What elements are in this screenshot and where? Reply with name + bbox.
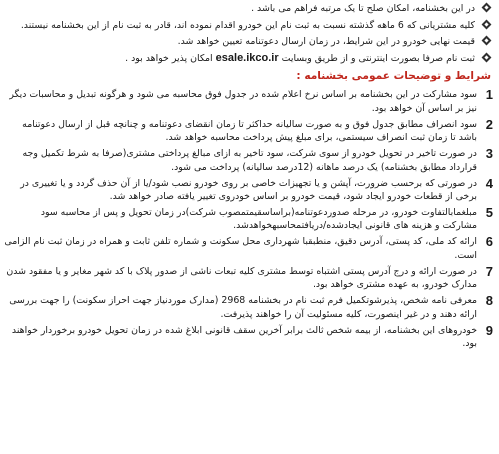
bullet-item: [4, 2, 493, 16]
term-number: 4: [485, 175, 493, 191]
website-link[interactable]: esale.ikco.ir: [215, 51, 279, 64]
term-number: 5: [485, 205, 493, 220]
term-item: [4, 265, 493, 292]
term-text: مبلغمابالتفاوت خودرو، در مرحله صدوردعوتنامه(براساسقیمتمصوب شرکت)در زمان تحویل و پس از محاسبه سود مشارکت و هزینه های قانونی ایجادشده/دریافتمحاسبهخواهدشد.: [40, 207, 477, 232]
term-text: ارائه کد ملی، کد پستی، آدرس دقیق، منطبقبا شهرداری محل سکونت و شماره تلفن ثابت و همراه در زمان ثبت نام الزامی است.: [4, 236, 477, 261]
term-number: 6: [485, 234, 493, 250]
term-item: [4, 147, 493, 174]
term-text: در صورت تاخیر در تحویل خودرو از سوی شرکت، سود تاخیر به ازای مبالغ پرداختی مشتری(صرفا به شرط تکمیل وجه قرارداد مطابق بخشنامه) یک درصد ماهانه (12درصد سالیانه) پرداخت می شود.: [22, 148, 477, 173]
bullet-text: کلیه مشتریانی که 6 ماهه گذشته نسبت به ثبت نام این خودرو اقدام نموده اند، قادر به ثبت نام از این بخشنامه نیستند.: [20, 19, 475, 31]
term-number: 3: [485, 146, 493, 162]
bullet-item: [4, 35, 493, 49]
bullet-text: قیمت نهایی خودرو در این شرایط، در زمان ارسال دعوتنامه تعیین خواهد شد.: [177, 36, 475, 48]
term-item: [4, 206, 493, 233]
term-text: معرفی نامه شخص، پذیرشوتکمیل فرم ثبت نام در بخشنامه 2968 (مدارک موردنیاز جهت احراز سکونت) را جهت بررسی ارائه دهند و در غیر اینصورت، کلیه مسئولیت آن را خواهند پذیرفت.: [9, 295, 477, 320]
term-number: 8: [485, 293, 493, 309]
term-text: سود مشارکت در این بخشنامه بر اساس نرخ اعلام شده در جدول فوق محاسبه می شود و هرگونه تبدیل و محاسبات دیگر نیز بر اساس آن خواهد بود.: [9, 89, 477, 114]
term-number: 2: [485, 116, 493, 132]
bullet-text: در این بخشنامه، امکان صلح تا یک مرتبه فراهم می باشد .: [251, 3, 475, 14]
bullet-item: [4, 19, 493, 33]
bullet-text: ثبت نام صرفا بصورت اینترنتی و از طریق وبسایت esale.ikco.ir امکان پذیر خواهد بود .: [125, 51, 475, 64]
term-item: [4, 324, 493, 351]
top-bullet-list: [4, 2, 493, 65]
diamond-bullet-icon: [482, 3, 492, 13]
term-item: [4, 88, 493, 115]
term-item: [4, 177, 493, 204]
diamond-bullet-icon: [482, 19, 492, 29]
terms-list: [4, 88, 493, 350]
term-number: 1: [485, 87, 493, 103]
term-text: خودروهای این بخشنامه، از بیمه شخص ثالث برابر آخرین سقف قانونی ابلاغ شده در زمان تحویل خودرو برخوردار خواهند بود.: [11, 324, 477, 350]
bullet-item: [4, 52, 493, 66]
section-heading: شرایط و توضیحات عمومی بخشنامه :: [296, 70, 491, 83]
term-number: 7: [485, 263, 493, 279]
term-text: در صورتی که برحسب ضرورت، آپشن و یا تجهیزات خاصی بر روی خودرو نصب شود/یا از آن حذف گردد و یا تغییری در برخی از قطعات خودرو ایجاد شود، قیمت خودرو بر اساس خودروی تغییر یافته صادر خواهد شد.: [20, 177, 477, 202]
term-item: [4, 294, 493, 321]
diamond-bullet-icon: [482, 36, 492, 46]
term-text: سود انصراف مطابق جدول فوق و به صورت سالیانه حداکثر تا زمان انقضای دعوتنامه و چنانچه قبل از ارسال دعوتنامه باشد تا زمان ثبت انصراف سیستمی، برای مبلغ پیش پرداخت محاسبه خواهد شد.: [22, 118, 477, 144]
term-item: [4, 235, 493, 262]
term-item: [4, 118, 493, 145]
diamond-bullet-icon: [482, 52, 492, 62]
term-number: 9: [485, 322, 493, 338]
term-text: در صورت ارائه و درج آدرس پستی اشتباه توسط مشتری کلیه تبعات ناشی از صدور پلاک با کد شهر مغایر و یا مفقود شدن مدارک خودرو، به عهده مشتری خواهد بود.: [6, 265, 477, 291]
